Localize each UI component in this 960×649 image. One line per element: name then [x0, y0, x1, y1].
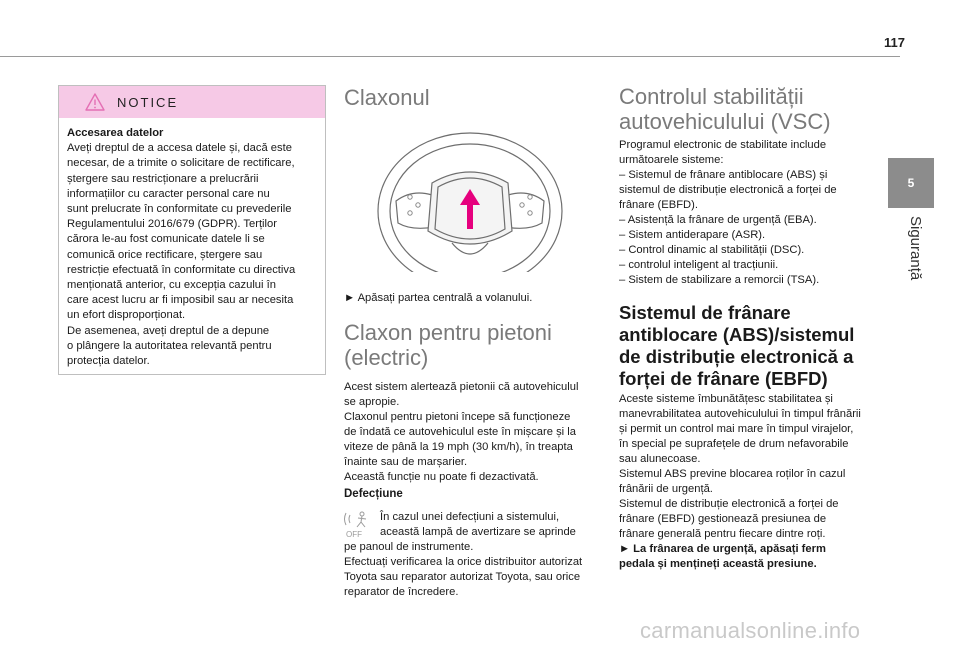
defect-text — [344, 510, 600, 600]
text-line: de îndată ce autovehiculul este în mișcare și la — [344, 426, 576, 438]
text-line: Sistemul ABS previne blocarea roților în cazul — [619, 468, 846, 480]
list-item: – Asistență la frânare de urgență (EBA). — [619, 214, 817, 226]
notice-line: informațiilor cu caracter personal care nu — [67, 187, 270, 200]
vsc-heading-line: Controlul stabilității — [619, 84, 804, 109]
text-line: Aceste sisteme îmbunătățesc stabilitatea și — [619, 393, 833, 405]
text-line: și permit un control mai mare în timpul virajelor, — [619, 423, 854, 435]
pedestrian-horn-heading-line: Claxon pentru pietoni — [344, 320, 552, 345]
notice-line: comunică orice rectificare, ștergere sau — [67, 248, 263, 261]
chapter-tab-number[interactable]: 5 — [888, 158, 934, 208]
text-line: Toyota sau reparator autorizat Toyota, sau orice — [344, 571, 581, 583]
text-line: Programul electronic de stabilitate include — [619, 139, 827, 151]
notice-subtitle: Accesarea datelor — [67, 127, 164, 139]
text-line: manevrabilitatea autovehiculului în timpul frânării — [619, 408, 861, 420]
horn-instruction: ► Apăsați partea centrală a volanului. — [344, 292, 533, 304]
text-line: în special pe suprafețele de drum nefavorabile — [619, 438, 849, 450]
list-item: – Control dinamic al stabilității (DSC). — [619, 244, 805, 256]
notice-box — [58, 85, 326, 375]
vsc-text — [619, 138, 881, 288]
text-line: pe panoul de instrumente. — [344, 541, 474, 553]
abs-heading — [619, 302, 881, 390]
notice-line: un efort disproporționat. — [67, 309, 186, 322]
list-item: – controlul inteligent al tracțiunii. — [619, 259, 779, 271]
page-number: 117 — [884, 35, 905, 50]
horn-heading: Claxonul — [344, 85, 430, 110]
text-line: reparator de încredere. — [344, 586, 459, 598]
notice-line: Regulamentului 2016/679 (GDPR). Terților — [67, 218, 277, 231]
chapter-tab-label: Siguranță — [907, 216, 924, 281]
notice-line: protecția datelor. — [67, 355, 150, 368]
notice-line: care acest lucru ar fi imposibil sau ar necesita — [67, 294, 294, 307]
notice-header — [59, 86, 325, 118]
text-line: frânare (EBFD) gestionează presiunea de — [619, 513, 827, 525]
list-item: – Sistem antiderapare (ASR). — [619, 229, 766, 241]
text-line: frânare generală pentru fiecare dintre roți. — [619, 528, 826, 540]
text-line: Efectuați verificarea la orice distribuitor autorizat — [344, 556, 583, 568]
top-rule — [0, 56, 900, 57]
vsc-heading — [619, 84, 881, 134]
text-line: viteze de până la 19 mph (30 km/h), în treapta — [344, 441, 573, 453]
notice-line: o plângere la autoritatea relevantă pentru — [67, 339, 272, 352]
warning-triangle-icon — [85, 93, 105, 111]
right-button-cluster-icon — [520, 195, 532, 215]
abs-text — [619, 392, 881, 572]
emphasis-line: ► La frânarea de urgență, apăsați ferm — [619, 543, 826, 555]
pedestrian-horn-text — [344, 380, 599, 485]
notice-line: Aveți dreptul de a accesa datele și, dacă este — [67, 142, 292, 155]
text-line: frânare (EBFD). — [619, 199, 698, 211]
abs-heading-line: antiblocare (ABS)/sistemul — [619, 324, 855, 345]
notice-line: De asemenea, aveți dreptul de a depune — [67, 324, 270, 337]
text-line: În cazul unei defecțiuni a sistemului, — [380, 511, 560, 523]
notice-body — [59, 118, 325, 369]
text-line: înainte sau de marșarier. — [344, 456, 468, 468]
list-item: – Sistemul de frânare antiblocare (ABS) și — [619, 169, 828, 181]
left-button-cluster-icon — [408, 195, 420, 215]
vsc-heading-line: autovehiculului (VSC) — [619, 109, 831, 134]
text-line: Această funcție nu poate fi dezactivată. — [344, 471, 539, 483]
watermark: carmanualsonline.info — [640, 618, 861, 643]
abs-heading-line: Sistemul de frânare — [619, 302, 791, 323]
text-line: sau alunecoase. — [619, 453, 701, 465]
notice-line: menționată anterior, cu excepția cazului în — [67, 279, 276, 292]
text-line: Claxonul pentru pietoni începe să funcționeze — [344, 411, 571, 423]
text-line: Acest sistem alertează pietonii că autovehiculul — [344, 381, 579, 393]
text-line: se apropie. — [344, 396, 400, 408]
text-line: frânării de urgență. — [619, 483, 713, 495]
list-item: – Sistem de stabilizare a remorcii (TSA). — [619, 274, 820, 286]
abs-heading-line: de distribuție electronică a — [619, 346, 854, 367]
notice-line: sunt prelucrate în conformitate cu prevederile — [67, 203, 292, 216]
defect-heading: Defecțiune — [344, 488, 403, 500]
steering-wheel-illustration — [372, 131, 568, 272]
text-line: sistemul de distribuție electronică a forței de — [619, 184, 837, 196]
notice-title: NOTICE — [117, 94, 179, 110]
text-line: următoarele sisteme: — [619, 154, 724, 166]
emphasis-line: pedala și mențineți această presiune. — [619, 558, 817, 570]
abs-heading-line: forței de frânare (EBFD) — [619, 368, 828, 389]
text-line: Sistemul de distribuție electronică a forței de — [619, 498, 839, 510]
notice-line: ștergere sau restricționare a prelucrării — [67, 172, 259, 185]
notice-line: cărora le-au fost comunicate datele li se — [67, 233, 265, 246]
text-line: această lampă de avertizare se aprinde — [380, 526, 576, 538]
pedestrian-horn-heading — [344, 320, 599, 370]
svg-text:OFF: OFF — [346, 530, 362, 539]
notice-line: restricție efectuată în conformitate cu directiva — [67, 263, 296, 276]
notice-line: necesar, de a trimite o solicitare de rectificare, — [67, 157, 295, 170]
pedestrian-horn-heading-line: (electric) — [344, 345, 429, 370]
